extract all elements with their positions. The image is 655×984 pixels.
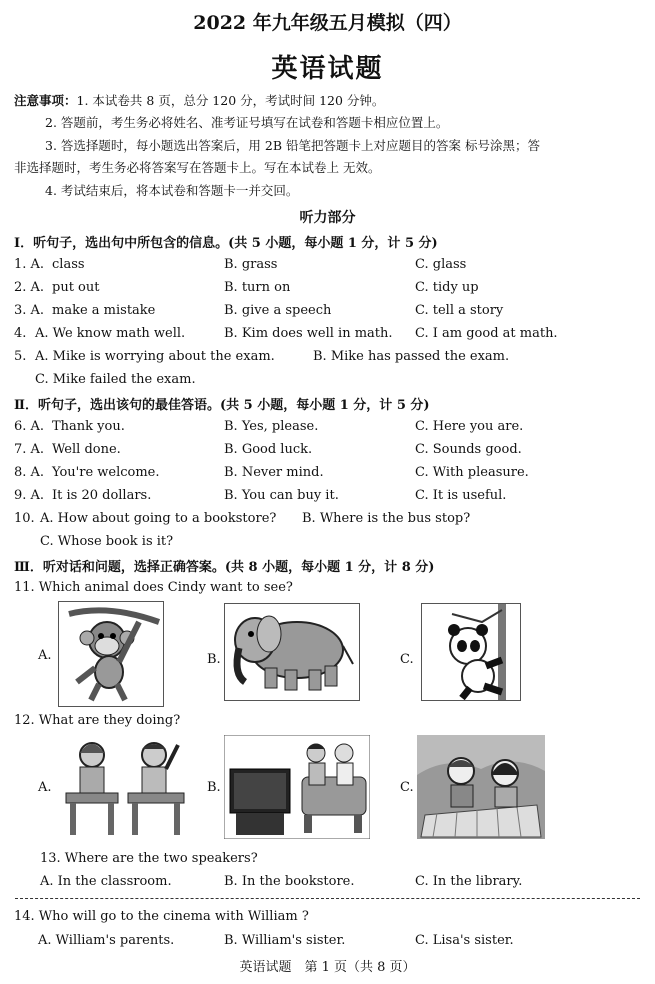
q13-option-c: C. In the library. [415, 874, 523, 889]
q6-option-c: C. Here you are. [415, 419, 524, 434]
exam-title: 2022 年九年级五月模拟（四） [193, 12, 462, 34]
q9-option-c: C. It is useful. [415, 488, 507, 503]
q11-label-a: A. [38, 648, 52, 663]
q2-option-b: B. turn on [224, 280, 291, 295]
notes-line-4: 非选择题时，考生务必将答案写在答题卡上。写在本试卷上 无效。 [14, 160, 381, 175]
page-footer: 英语试题 第 1 页（共 8 页） [239, 960, 416, 975]
q13-option-b: B. In the bookstore. [224, 874, 355, 889]
q1-num: 1. A. [14, 257, 45, 272]
q9-option-a: It is 20 dollars. [52, 488, 152, 503]
panda-image [421, 603, 521, 701]
q1-option-a: class [52, 257, 85, 272]
q12-label-b: B. [207, 780, 221, 795]
notes-label: 注意事项： [14, 93, 77, 108]
q12-text: 12. What are they doing? [14, 713, 181, 728]
exam-subject: 英语试题 [271, 54, 384, 84]
q5-option-a: A. Mike is worrying about the exam. [35, 349, 275, 364]
notes-line-3: 3. 答选择题时，每小题选出答案后，用 2B 铅笔把答题卡上对应题目的答案 标号涂黑；答 [45, 138, 540, 153]
fold-divider [15, 898, 640, 899]
q2-num: 2. A. [14, 280, 45, 295]
q11-label-c: C. [400, 652, 414, 667]
q7-num: 7. A. [14, 442, 45, 457]
notes-line-5: 4. 考试结束后，将本试卷和答题卡一并交回。 [45, 183, 299, 198]
students-reading-image [58, 735, 190, 839]
q13-option-a: A. In the classroom. [40, 874, 172, 889]
q11-label-b: B. [207, 652, 221, 667]
q3-option-c: C. tell a story [415, 303, 504, 318]
q7-option-a: Well done. [52, 442, 121, 457]
notes-line-2: 2. 答题前，考生务必将姓名、准考证号填写在试卷和答题卡相应位置上。 [45, 115, 449, 130]
q8-num: 8. A. [14, 465, 45, 480]
q3-option-b: B. give a speech [224, 303, 332, 318]
q2-option-c: C. tidy up [415, 280, 479, 295]
q9-option-b: B. You can buy it. [224, 488, 339, 503]
part2-heading: Ⅱ．听句子，选出该句的最佳答语。(共 5 小题，每小题 1 分，计 5 分) [14, 398, 430, 413]
q5-option-b: B. Mike has passed the exam. [313, 349, 510, 364]
q8-option-c: C. With pleasure. [415, 465, 529, 480]
q4-option-b: B. Kim does well in math. [224, 326, 393, 341]
q6-option-a: Thank you. [52, 419, 125, 434]
q2-option-a: put out [52, 280, 100, 295]
listening-section-title: 听力部分 [299, 210, 356, 226]
q10-option-a: A. How about going to a bookstore? [40, 511, 277, 526]
q10-num: 10. [14, 511, 35, 526]
picnic-image [417, 735, 545, 839]
q12-label-a: A. [38, 780, 52, 795]
q5-option-c: C. Mike failed the exam. [35, 372, 196, 387]
q5-num: 5. [14, 349, 27, 364]
q14-option-c: C. Lisa's sister. [415, 933, 514, 948]
monkey-image [58, 601, 164, 707]
q6-option-b: B. Yes, please. [224, 419, 319, 434]
q3-option-a: make a mistake [52, 303, 156, 318]
q7-option-b: B. Good luck. [224, 442, 313, 457]
part1-heading: Ⅰ．听句子，选出句中所包含的信息。(共 5 小题，每小题 1 分，计 5 分) [14, 236, 438, 251]
q7-option-c: C. Sounds good. [415, 442, 522, 457]
q8-option-a: You're welcome. [52, 465, 160, 480]
q13-text: 13. Where are the two speakers? [40, 851, 258, 866]
q11-text: 11. Which animal does Cindy want to see? [14, 580, 293, 595]
q3-num: 3. A. [14, 303, 45, 318]
q4-option-a: A. We know math well. [35, 326, 186, 341]
q10-option-b: B. Where is the bus stop? [302, 511, 471, 526]
notes-line-1: 注意事项：1. 本试卷共 8 页，总分 120 分，考试时间 120 分钟。 [14, 93, 385, 108]
q12-label-c: C. [400, 780, 414, 795]
q4-num: 4. [14, 326, 27, 341]
elephant-image [224, 603, 360, 701]
q4-option-c: C. I am good at math. [415, 326, 558, 341]
q14-option-a: A. William's parents. [38, 933, 175, 948]
q10-option-c: C. Whose book is it? [40, 534, 174, 549]
q8-option-b: B. Never mind. [224, 465, 324, 480]
q1-option-c: C. glass [415, 257, 467, 272]
q14-text: 14. Who will go to the cinema with William ? [14, 909, 309, 924]
q9-num: 9. A. [14, 488, 45, 503]
q14-option-b: B. William's sister. [224, 933, 346, 948]
q1-option-b: B. grass [224, 257, 278, 272]
watching-tv-image [224, 735, 370, 839]
part3-heading: Ⅲ．听对话和问题，选择正确答案。(共 8 小题，每小题 1 分，计 8 分) [14, 560, 435, 575]
q6-num: 6. A. [14, 419, 45, 434]
